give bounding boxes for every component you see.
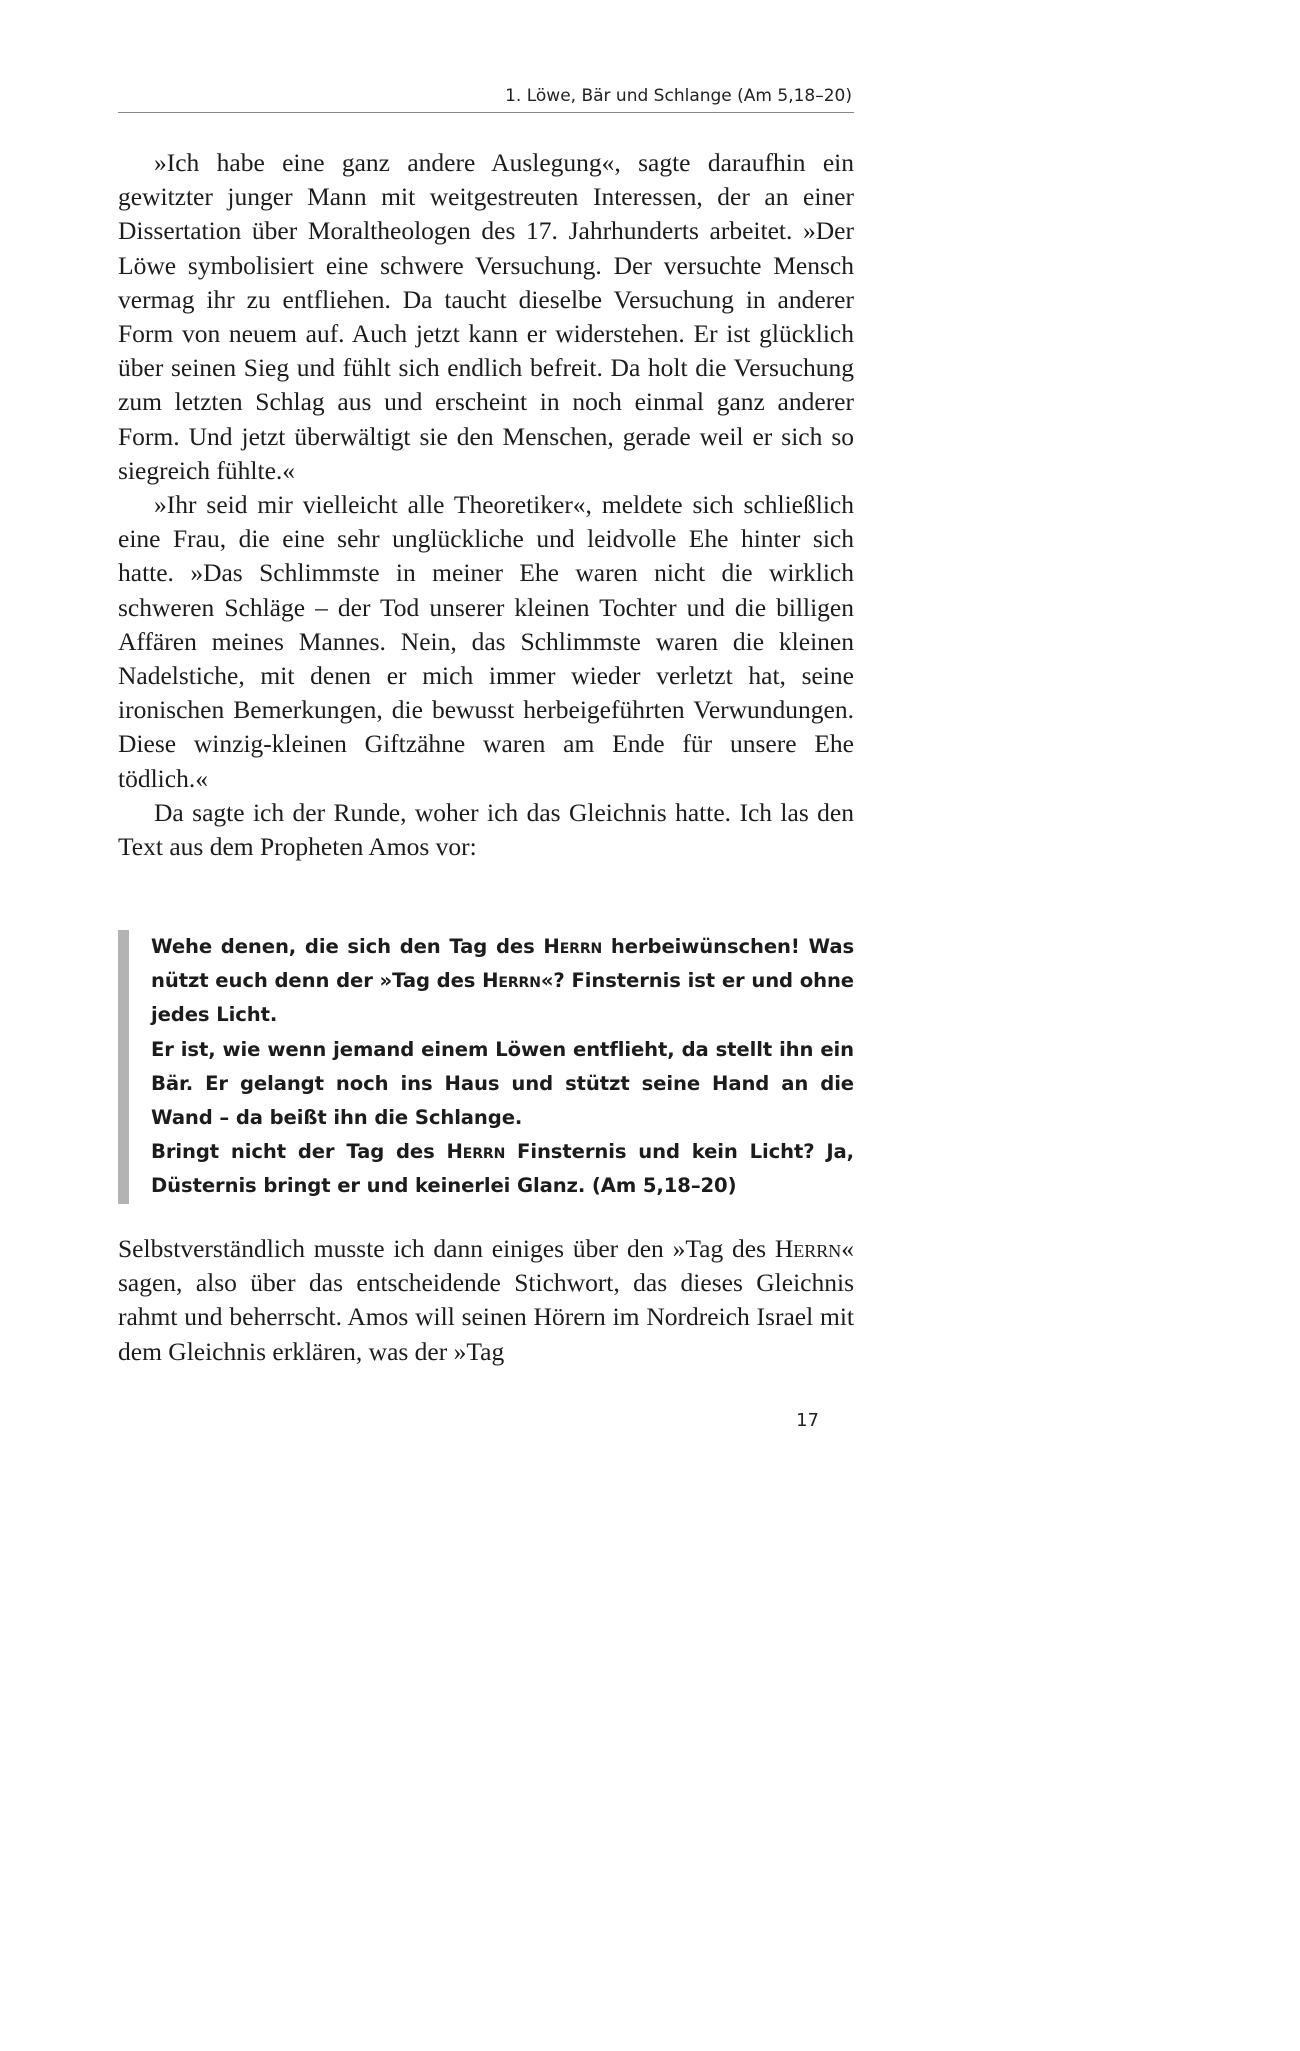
paragraph-amos-intro: Da sagte ich der Runde, woher ich das Gleichnis hatte. Ich las den Text aus dem Propheten Amos vor: — [118, 797, 854, 862]
herrn-smallcaps: Herrn — [482, 969, 541, 993]
herrn-smallcaps: Herrn — [774, 1234, 842, 1263]
paragraph-interpretation-marriage: »Ihr seid mir vielleicht alle Theoretiker«, meldete sich schließlich eine Frau, die eine sehr unglückliche und leidvolle Ehe hinter sich hatte. »Das Schlimmste in meiner Ehe waren nicht die wirklich schweren Schläge – der Tod unserer kleinen Tochter und die billigen Affären meines Mannes. Nein, das Schlimmste waren die kleinen Nadelstiche, mit denen er mich immer wieder verletzt hat, seine ironischen Bemerkungen, die bewusst herbeigeführten Verwundungen. Diese winzig-kleinen Giftzähne waren am Ende für unsere Ehe tödlich.« — [118, 490, 854, 793]
running-head-title: 1. Löwe, Bär und Schlange (Am 5,18–20) — [505, 86, 852, 106]
herrn-smallcaps: Herrn — [446, 1140, 506, 1164]
main-text — [118, 146, 854, 864]
quote-verse-19: Er ist, wie wenn jemand einem Löwen entflieht, da stellt ihn ein Bär. Er gelangt noch ins Haus und stützt seine Hand an die Wand – da beißt ihn die Schlange. — [151, 1037, 854, 1130]
page-number: 17 — [796, 1410, 819, 1431]
quote-verse-20: Bringt nicht der Tag des Herrn Finsternis und kein Licht? Ja, Düsternis bringt er und keinerlei Glanz. (Am 5,18–20) — [151, 1140, 854, 1198]
quote-verse-18: Wehe denen, die sich den Tag des Herrn herbeiwünschen! Was nützt euch denn der »Tag des Herrn«? Finsternis ist er und ohne jedes Licht. — [151, 935, 855, 1027]
paragraph-tag-des-herrn: Selbstverständlich musste ich dann einiges über den »Tag des Herrn« sagen, also über das entscheidende Stichwort, das dieses Gleichnis rahmt und beherrscht. Amos will seinen Hörern im Nordreich Israel mit dem Gleichnis erklären, was der »Tag — [118, 1234, 854, 1366]
bible-quote-amos — [118, 930, 854, 1204]
paragraph-interpretation-temptation: »Ich habe eine ganz andere Auslegung«, sagte daraufhin ein gewitzter junger Mann mit weitgestreuten Interessen, der an einer Dissertation über Moraltheologen des 17. Jahrhunderts arbeitet. »Der Löwe symbolisiert eine schwere Versuchung. Der versuchte Mensch vermag ihr zu entfliehen. Da taucht dieselbe Versuchung in anderer Form von neuem auf. Auch jetzt kann er widerstehen. Er ist glücklich über seinen Sieg und fühlt sich endlich befreit. Da holt die Versuchung zum letzten Schlag aus und erscheint in noch einmal ganz anderer Form. Und jetzt überwältigt sie den Menschen, gerade weil er sich so siegreich fühlte.« — [118, 148, 854, 485]
continuation-text — [118, 1232, 854, 1369]
herrn-smallcaps: Herrn — [543, 935, 603, 958]
header-rule — [118, 112, 854, 113]
